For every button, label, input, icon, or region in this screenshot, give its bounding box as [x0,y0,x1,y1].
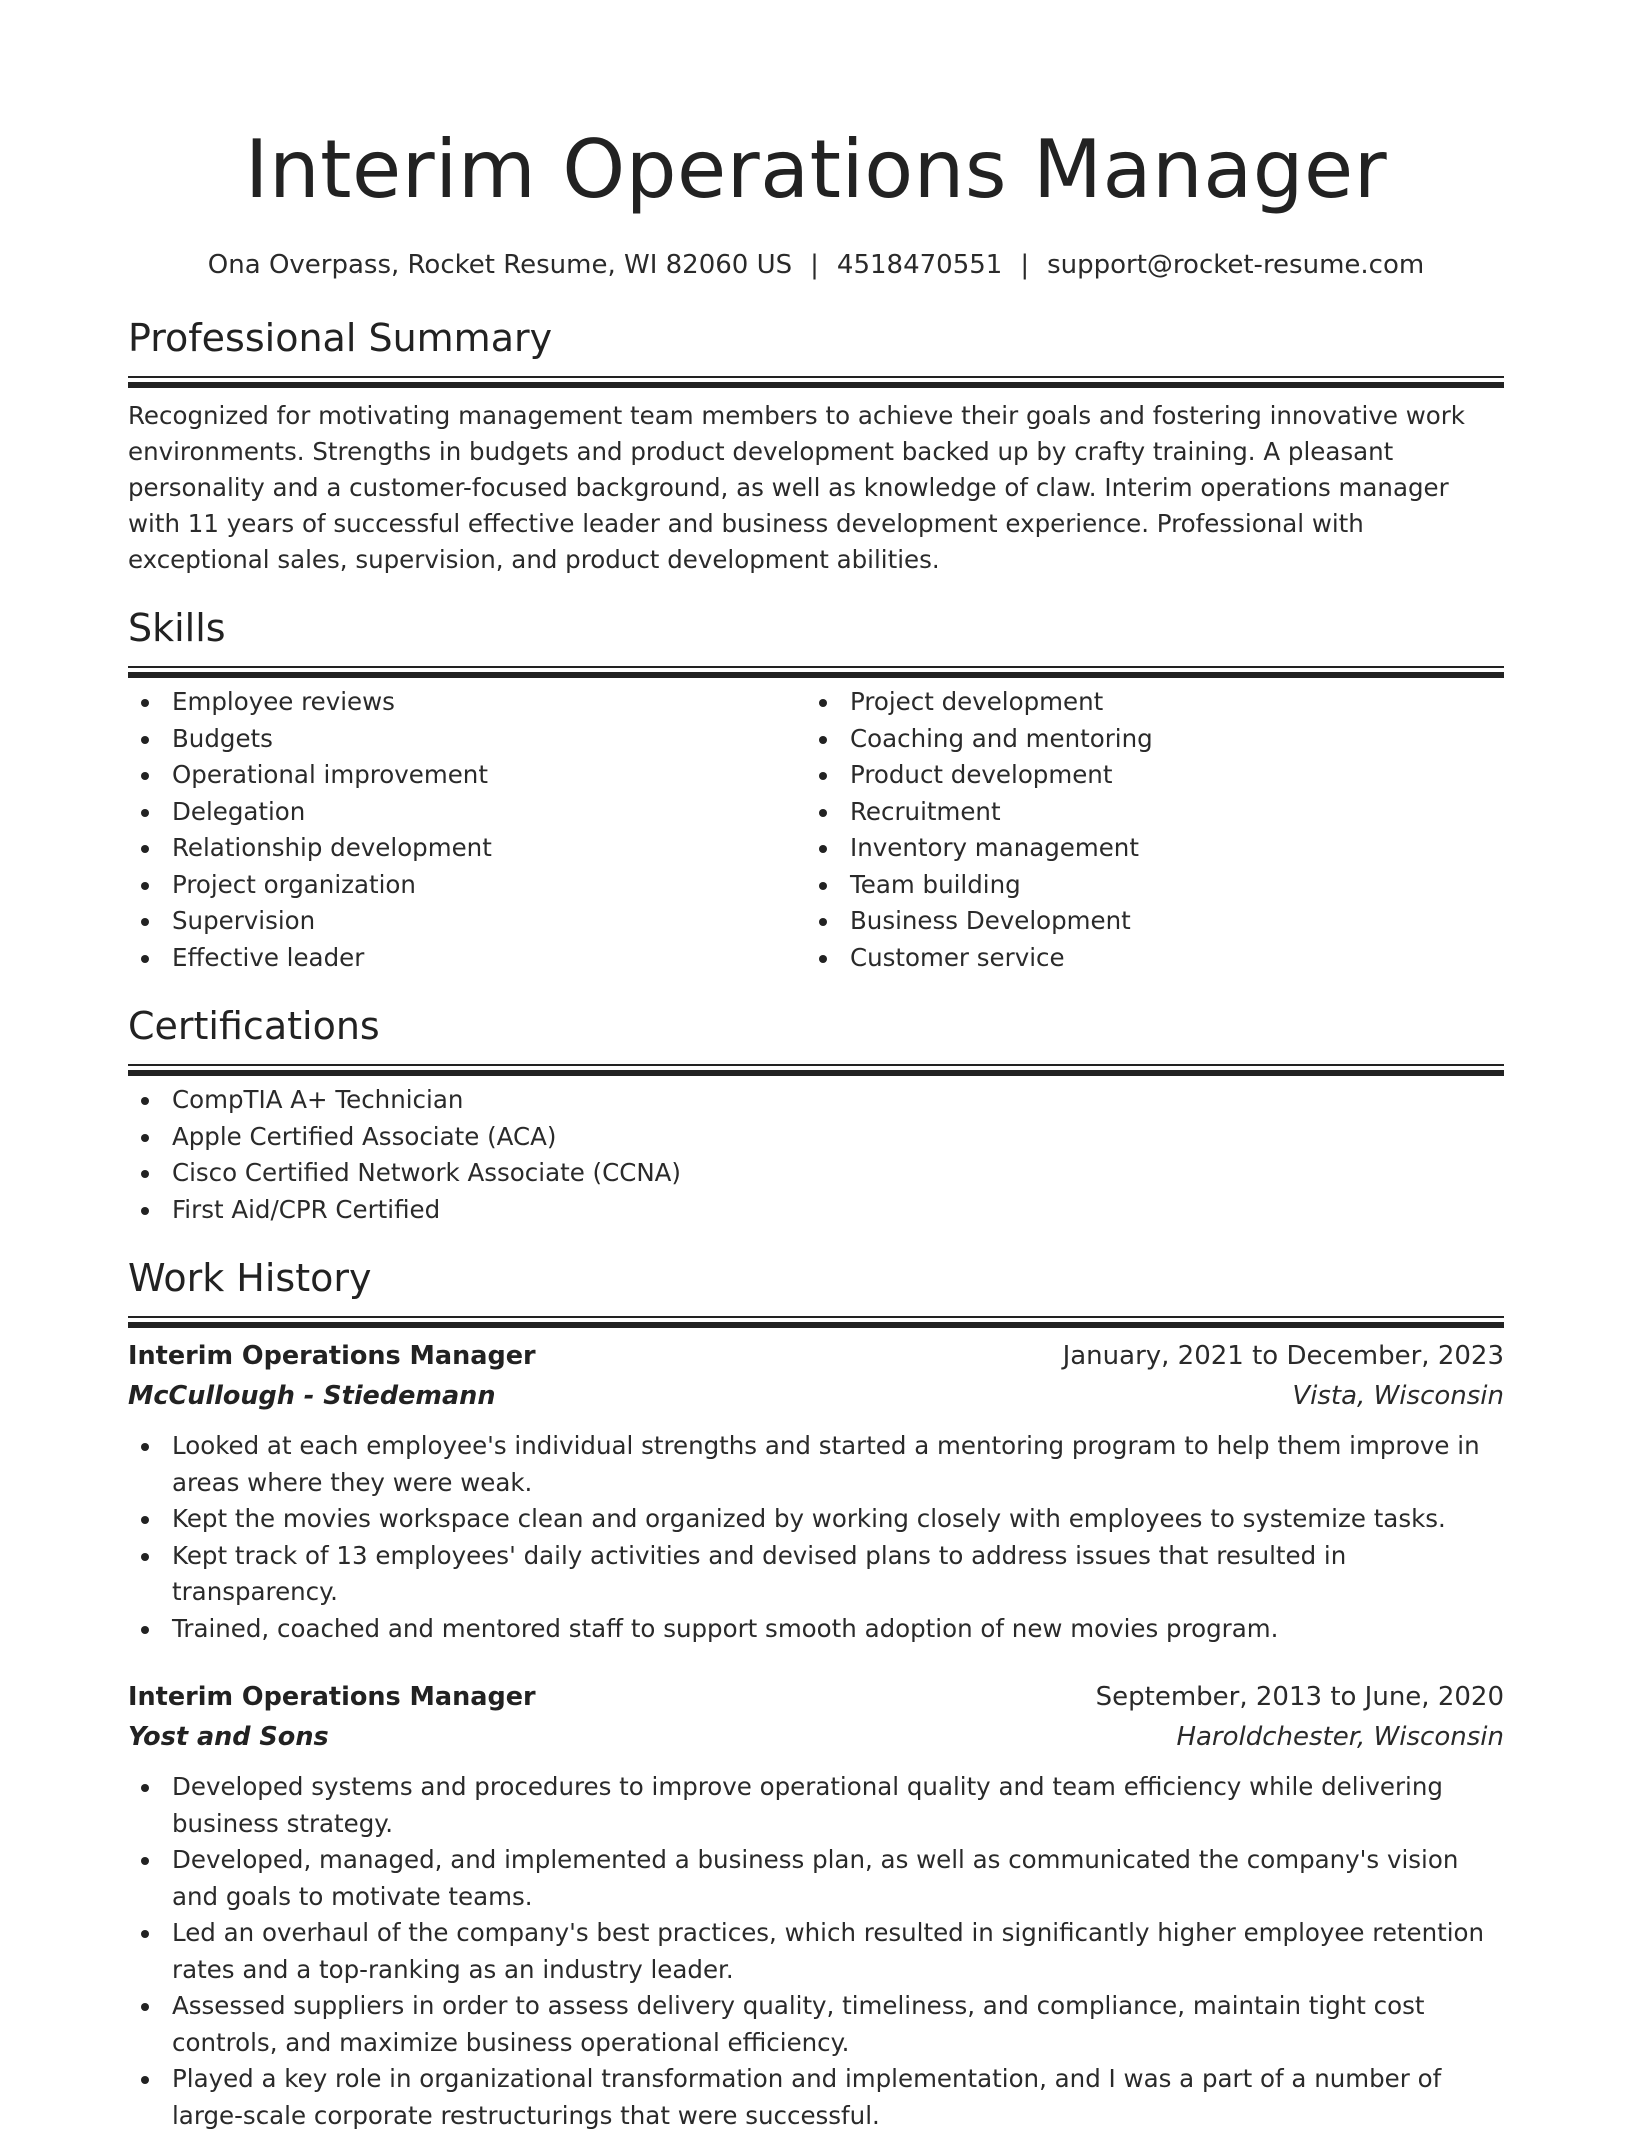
list-item: Delegation [128,794,806,831]
list-item: Apple Certified Associate (ACA) [128,1119,1504,1156]
list-item: Team building [806,867,1484,904]
job-subheader-row [128,1376,1504,1416]
list-item: Business Development [806,903,1484,940]
list-item: Project development [806,684,1484,721]
list-item: Customer service [806,940,1484,977]
list-item: Developed, managed, and implemented a business plan, as well as communicated the company's vision and goals to motivate teams. [128,1842,1504,1915]
section-divider [128,666,1504,672]
list-item: Coaching and mentoring [806,721,1484,758]
list-item: Kept track of 13 employees' daily activities and devised plans to address issues that resulted in transparency. [128,1538,1504,1611]
job-header-row [128,1336,1504,1376]
job-location: Vista, Wisconsin [1292,1381,1504,1411]
skills-section [128,604,1504,976]
job-dates: January, 2021 to December, 2023 [1062,1341,1504,1371]
list-item: Employee reviews [128,684,806,721]
list-item: Assessed suppliers in order to assess delivery quality, timeliness, and compliance, maintain tight cost controls, and maximize business operational efficiency. [128,1988,1504,2061]
list-item: Effective leader [128,940,806,977]
job-bullets [128,1428,1504,1647]
job-company: Yost and Sons [128,1722,329,1752]
certifications-list [128,1082,1504,1228]
resume-title: Interim Operations Manager [244,123,1388,216]
list-item: Trained, coached and mentored staff to support smooth adoption of new movies program. [128,1611,1504,1648]
contact-email: support@rocket-resume.com [1047,250,1425,280]
certifications-section [128,1002,1504,1228]
job-location: Haroldchester, Wisconsin [1176,1722,1504,1752]
job-subheader-row [128,1717,1504,1757]
section-heading-skills: Skills [128,606,226,650]
contact-separator: | [810,250,819,280]
contact-line [128,248,1504,282]
work-history-section [128,1254,1504,2134]
list-item: Relationship development [128,830,806,867]
list-item: Product development [806,757,1484,794]
job-dates: September, 2013 to June, 2020 [1095,1682,1504,1712]
section-divider [128,1316,1504,1322]
job-entry [128,1336,1504,1647]
list-item: CompTIA A+ Technician [128,1082,1504,1119]
skills-list-left [128,684,806,976]
list-item: Project organization [128,867,806,904]
summary-text: Recognized for motivating management team members to achieve their goals and fostering innovative work environments. Strengths in budgets and product development backed up by crafty training. A pleasant personality and a customer-focused background, as well as knowledge of claw. Interim operations manager with 11 years of successful effective leader and business development experience. Professional with exceptional sales, supervision, and product development abilities. [128,401,1465,574]
list-item: Kept the movies workspace clean and organized by working closely with employees to systemize tasks. [128,1501,1504,1538]
list-item: Recruitment [806,794,1484,831]
section-divider [128,376,1504,382]
summary-section [128,314,1504,578]
job-header-row [128,1677,1504,1717]
list-item: First Aid/CPR Certified [128,1192,1504,1229]
list-item: Developed systems and procedures to improve operational quality and team efficiency while delivering business strategy. [128,1769,1504,1842]
contact-phone: 4518470551 [836,250,1003,280]
section-heading-work-history: Work History [128,1256,372,1300]
list-item: Budgets [128,721,806,758]
job-bullets [128,1769,1504,2134]
skills-list-right [806,684,1484,976]
section-divider [128,1064,1504,1070]
section-heading-summary: Professional Summary [128,316,553,360]
job-entry [128,1677,1504,2134]
job-title: Interim Operations Manager [128,1341,536,1371]
list-item: Operational improvement [128,757,806,794]
list-item: Played a key role in organizational transformation and implementation, and I was a part of a number of large-scale corporate restructurings that were successful. [128,2061,1504,2134]
contact-separator: | [1020,250,1030,280]
list-item: Supervision [128,903,806,940]
list-item: Led an overhaul of the company's best practices, which resulted in significantly higher employee retention rates and a top-ranking as an industry leader. [128,1915,1504,1988]
skills-columns [128,684,1504,976]
contact-address: Ona Overpass, Rocket Resume, WI 82060 US [207,250,793,280]
job-title: Interim Operations Manager [128,1682,536,1712]
list-item: Inventory management [806,830,1484,867]
job-company: McCullough - Stiedemann [128,1381,496,1411]
section-heading-certifications: Certifications [128,1004,380,1048]
list-item: Looked at each employee's individual strengths and started a mentoring program to help them improve in areas where they were weak. [128,1428,1504,1501]
resume-page [128,0,1504,2134]
list-item: Cisco Certified Network Associate (CCNA) [128,1155,1504,1192]
